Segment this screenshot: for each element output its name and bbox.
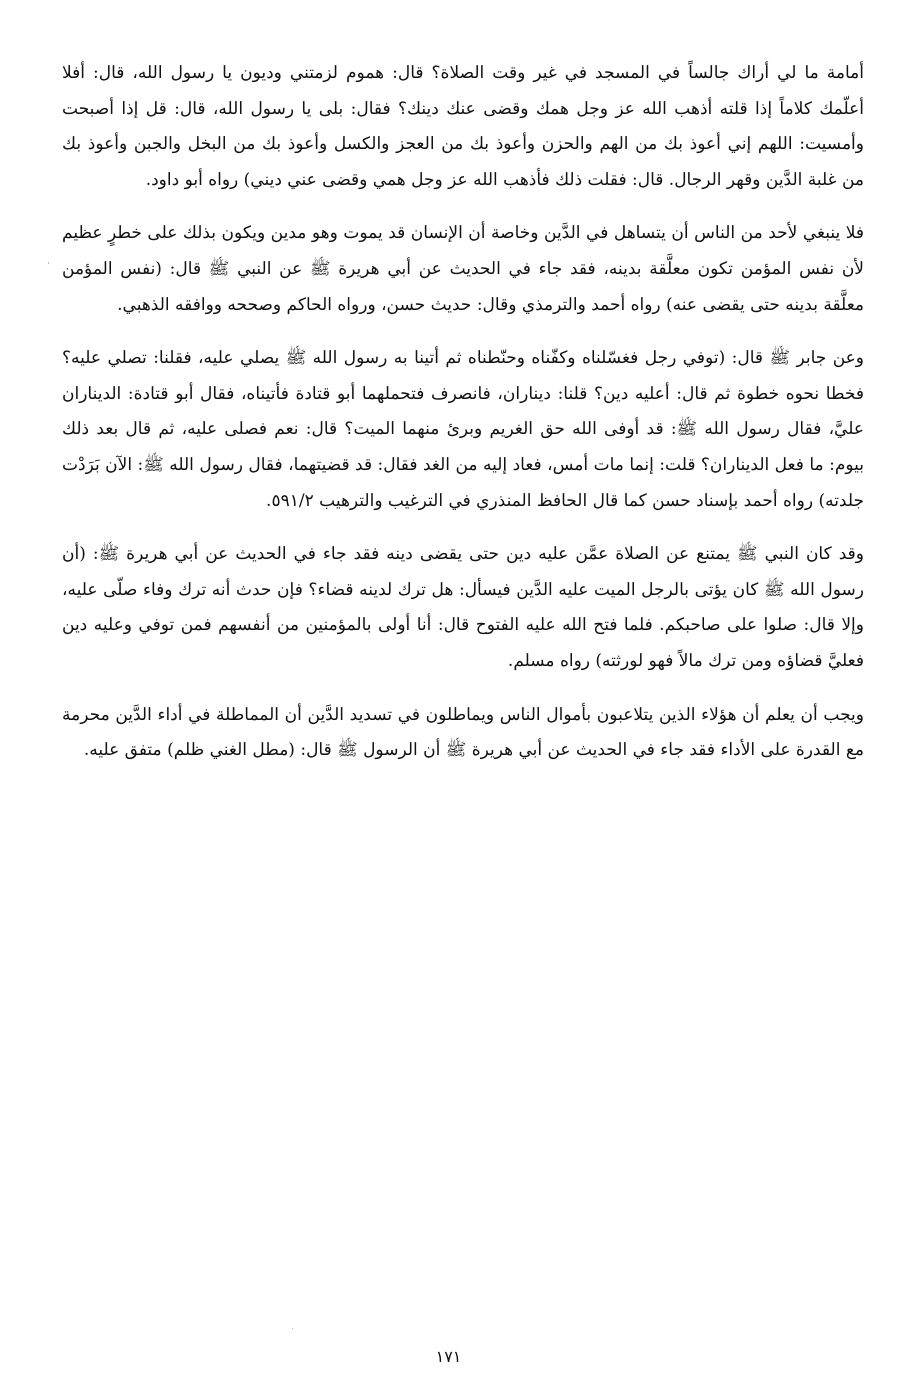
paragraph-4: وقد كان النبي ﷺ يمتنع عن الصلاة عمَّن عليه دين حتى يقضى دينه فقد جاء في الحديث عن أبي هريرة ﷺ: (أن رسول الله ﷺ كان يؤتى بالرجل الميت عليه الدَّين فيسأل: هل ترك لدينه قضاء؟ فإن حدث أنه ترك وفاء صلّى عليه، وإلا قال: صلوا على صاحبكم. فلما فتح الله عليه الفتوح قال: أنا أولى بالمؤمنين من أنفسهم فمن توفي وعليه دين فعليَّ قضاؤه ومن ترك مالاً فهو لورثته) رواه مسلم. bbox=[62, 544, 864, 671]
scan-speck bbox=[48, 262, 49, 264]
scan-speck bbox=[292, 1328, 293, 1329]
paragraph-5: ويجب أن يعلم أن هؤلاء الذين يتلاعبون بأموال الناس ويماطلون في تسديد الدَّين أن المماطلة في أداء الدَّين محرمة مع القدرة على الأداء فقد جاء في الحديث عن أبي هريرة ﷺ أن الرسول ﷺ قال: (مطل الغني ظلم) متفق عليه. bbox=[62, 704, 864, 761]
paragraph-1: أمامة ما لي أراك جالساً في المسجد في غير وقت الصلاة؟ قال: هموم لزمتني وديون يا رسول الله، قال: أفلا أعلّمك كلاماً إذا قلته أذهب الله عز وجل همك وقضى عنك دينك؟ فقال: بلى يا رسول الله، قال: قل إذا أصبحت وأمسيت: اللهم إني أعوذ بك من الهم والحزن وأعوذ بك من العجز والكسل وأعوذ بك من البخل والجبن وأعوذ بك من غلبة الدَّين وقهر الرجال. قال: فقلت ذلك فأذهب الله عز وجل همي وقضى عني ديني) رواه أبو داود. bbox=[62, 63, 864, 190]
paragraph-2: فلا ينبغي لأحد من الناس أن يتساهل في الدَّين وخاصة أن الإنسان قد يموت وهو مدين ويكون بذلك على خطرٍ عظيم لأن نفس المؤمن تكون معلَّقة بدينه، فقد جاء في الحديث عن أبي هريرة ﷺ عن النبي ﷺ قال: (نفس المؤمن معلَّقة بدينه حتى يقضى عنه) رواه أحمد والترمذي وقال: حديث حسن، ورواه الحاكم وصححه ووافقه الذهبي. bbox=[62, 223, 864, 315]
paragraph-3: وعن جابر ﷺ قال: (توفي رجل فغسّلناه وكفّناه وحنّطناه ثم أتينا به رسول الله ﷺ يصلي عليه، فقلنا: تصلي عليه؟ فخطا نحوه خطوة ثم قال: أعليه دين؟ قلنا: ديناران، فانصرف فتحملهما أبو قتادة فأتيناه، فقال أبو قتادة: الديناران عليَّ، فقال رسول الله ﷺ: قد أوفى الله حق الغريم وبرئ منهما الميت؟ قال: نعم فصلى عليه، ثم قال بعد ذلك بيوم: ما فعل الديناران؟ قلت: إنما مات أمس، فعاد إليه من الغد فقال: قد قضيتهما، فقال رسول الله ﷺ: الآن بَرَدْت جلدته) رواه أحمد بإسناد حسن كما قال الحافظ المنذري في الترغيب والترهيب ٥٩١/٢. bbox=[62, 348, 864, 511]
page-number: ١٧١ bbox=[435, 1347, 462, 1366]
page-body bbox=[62, 56, 864, 787]
